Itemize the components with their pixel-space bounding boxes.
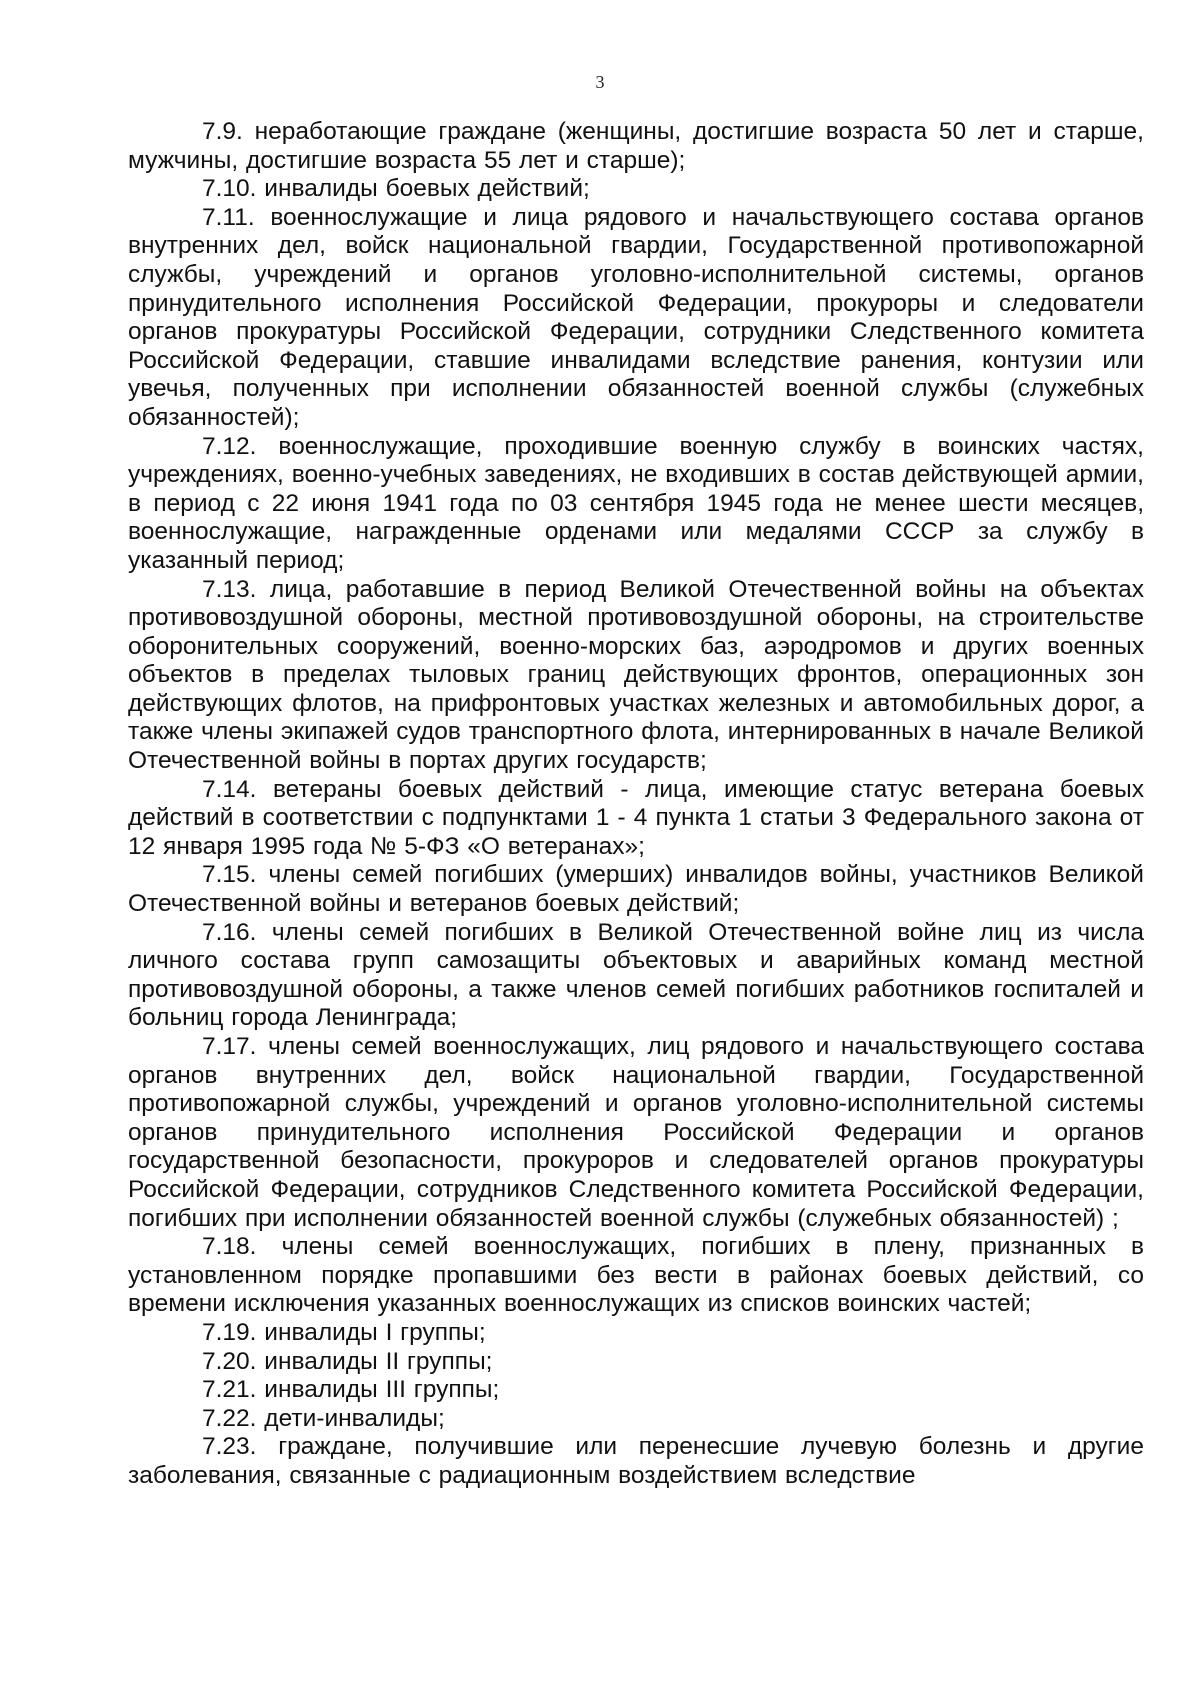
- paragraph-7-13: 7.13. лица, работавшие в период Великой Отечественной войны на объектах противовоздушной обороны, местной противовоздушной обороны, на строительстве оборонительных сооружений, военно-морских баз, аэродромов и других военных объектов в пределах тыловых границ действующих фронтов, операционных зон действующих флотов, на прифронтовых участках железных и автомобильных дорог, а также члены экипажей судов транспортного флота, интернированных в начале Великой Отечественной войны в портах других государств;: [128, 575, 1144, 775]
- paragraph-7-10: 7.10. инвалиды боевых действий;: [202, 175, 590, 203]
- paragraph-7-9: 7.9. неработающие граждане (женщины, достигшие возраста 50 лет и старше, мужчины, достигшие возраста 55 лет и старше);: [128, 118, 1144, 174]
- paragraph-7-17: 7.17. члены семей военнослужащих, лиц рядового и начальствующего состава органов внутренних дел, войск национальной гвардии, Государственной противопожарной службы, учреждений и органов уголовно-исполнительной системы органов принудительного исполнения Российской Федерации и органов государственной безопасности, прокуроров и следователей органов прокуратуры Российской Федерации, сотрудников Следственного комитета Российской Федерации, погибших при исполнении обязанностей военной службы (служебных обязанностей) ;: [128, 1033, 1144, 1232]
- paragraph-7-23: 7.23. граждане, получившие или перенесшие лучевую болезнь и другие заболевания, связанные с радиационным воздействием вследствие: [128, 1433, 1144, 1489]
- page-number: 3: [595, 72, 605, 92]
- paragraph-7-14: 7.14. ветераны боевых действий - лица, имеющие статус ветерана боевых действий в соответствии с подпунктами 1 - 4 пункта 1 статьи 3 Федерального закона от 12 января 1995 года № 5-ФЗ «О ветеранах»;: [128, 775, 1144, 860]
- paragraph-7-11: 7.11. военнослужащие и лица рядового и начальствующего состава органов внутренних дел, войск национальной гвардии, Государственной противопожарной службы, учреждений и органов уголовно-исполнительной системы, органов принудительного исполнения Российской Федерации, прокуроры и следователи органов прокуратуры Российской Федерации, сотрудники Следственного комитета Российской Федерации, ставшие инвалидами вследствие ранения, контузии или увечья, полученных при исполнении обязанностей военной службы (служебных обязанностей);: [128, 203, 1144, 431]
- paragraph-7-21: 7.21. инвалиды III группы;: [202, 1376, 500, 1404]
- paragraph-7-16: 7.16. члены семей погибших в Великой Отечественной войне лиц из числа личного состава групп самозащиты объектовых и аварийных команд местной противовоздушной обороны, а также членов семей погибших работников госпиталей и больниц города Ленинграда;: [128, 918, 1144, 1032]
- paragraph-7-19: 7.19. инвалиды I группы;: [202, 1318, 486, 1346]
- paragraph-7-12: 7.12. военнослужащие, проходившие военную службу в воинских частях, учреждениях, военно-учебных заведениях, не входивших в состав действующей армии, в период с 22 июня 1941 года по 03 сентября 1945 года не менее шести месяцев, военнослужащие, награжденные орденами или медалями СССР за службу в указанный период;: [128, 432, 1144, 574]
- paragraph-7-15: 7.15. члены семей погибших (умерших) инвалидов войны, участников Великой Отечественной войны и ветеранов боевых действий;: [128, 861, 1144, 918]
- paragraph-7-22: 7.22. дети-инвалиды;: [202, 1404, 445, 1432]
- paragraph-7-18: 7.18. члены семей военнослужащих, погибших в плену, признанных в установленном порядке пропавшими без вести в районах боевых действий, со времени исключения указанных военнослужащих из списков воинских частей;: [128, 1233, 1144, 1318]
- paragraph-7-20: 7.20. инвалиды II группы;: [202, 1347, 493, 1375]
- document-body: [128, 118, 1144, 1491]
